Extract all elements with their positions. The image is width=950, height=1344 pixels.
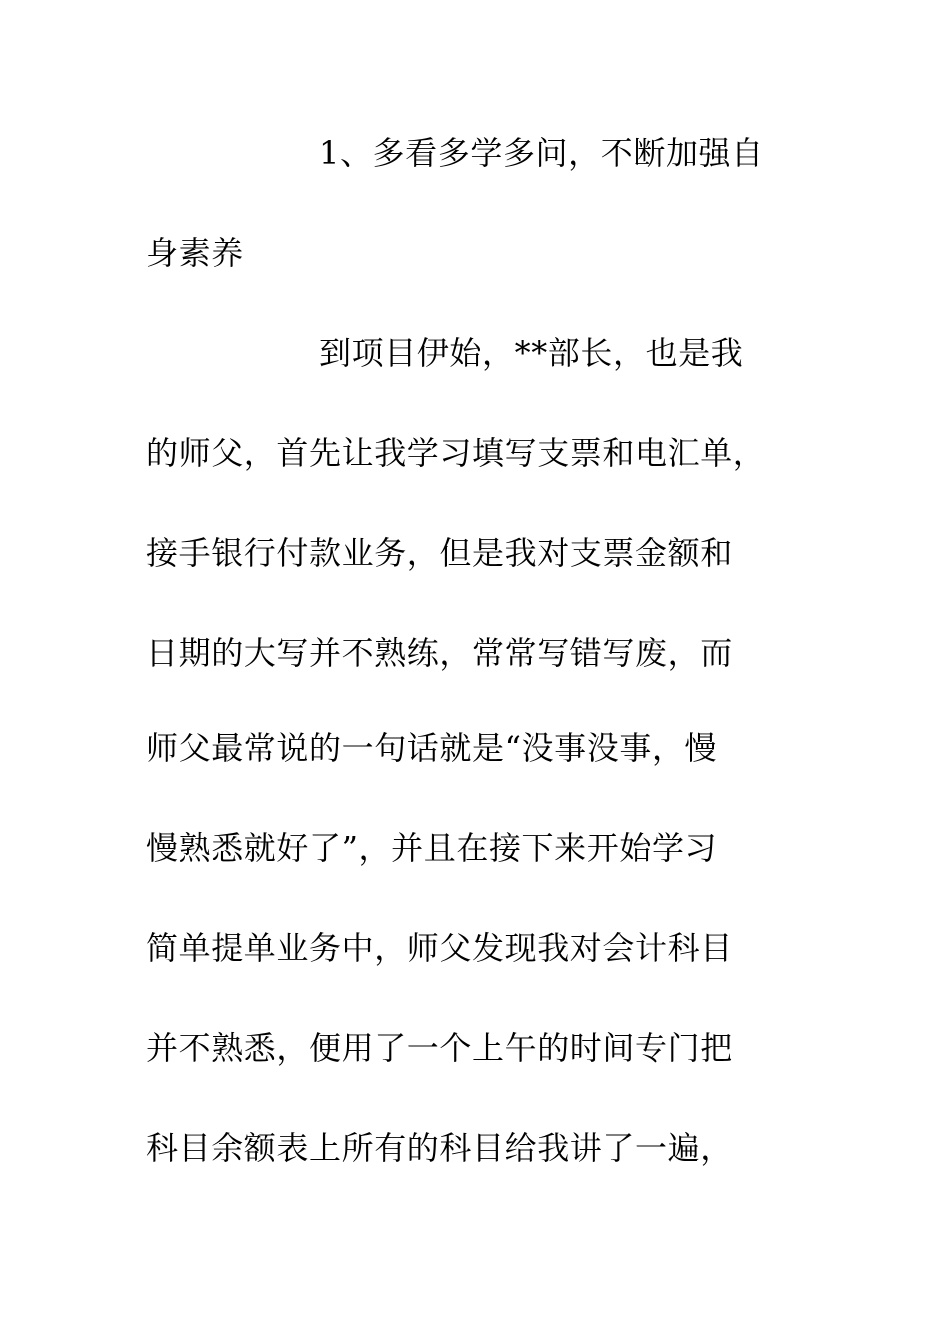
paragraph-line-4: 日期的大写并不熟练，常常写错写废，而 <box>146 634 733 672</box>
paragraph-line-6: 慢熟悉就好了”，并且在接下来开始学习 <box>146 829 718 867</box>
paragraph-line-8: 并不熟悉，便用了一个上午的时间专门把 <box>146 1029 733 1067</box>
paragraph-line-1: 到项目伊始，**部长，也是我 <box>319 334 744 372</box>
paragraph-line-9: 科目余额表上所有的科目给我讲了一遍， <box>146 1129 733 1167</box>
heading-line-2: 身素养 <box>146 234 244 272</box>
paragraph-line-5: 师父最常说的一句话就是“没事没事，慢 <box>146 729 718 767</box>
paragraph-line-3: 接手银行付款业务，但是我对支票金额和 <box>146 534 733 572</box>
heading-line-1: 1、多看多学多问，不断加强自 <box>319 134 764 172</box>
paragraph-line-2: 的师父，首先让我学习填写支票和电汇单， <box>146 434 766 472</box>
paragraph-line-7: 简单提单业务中，师父发现我对会计科目 <box>146 929 733 967</box>
